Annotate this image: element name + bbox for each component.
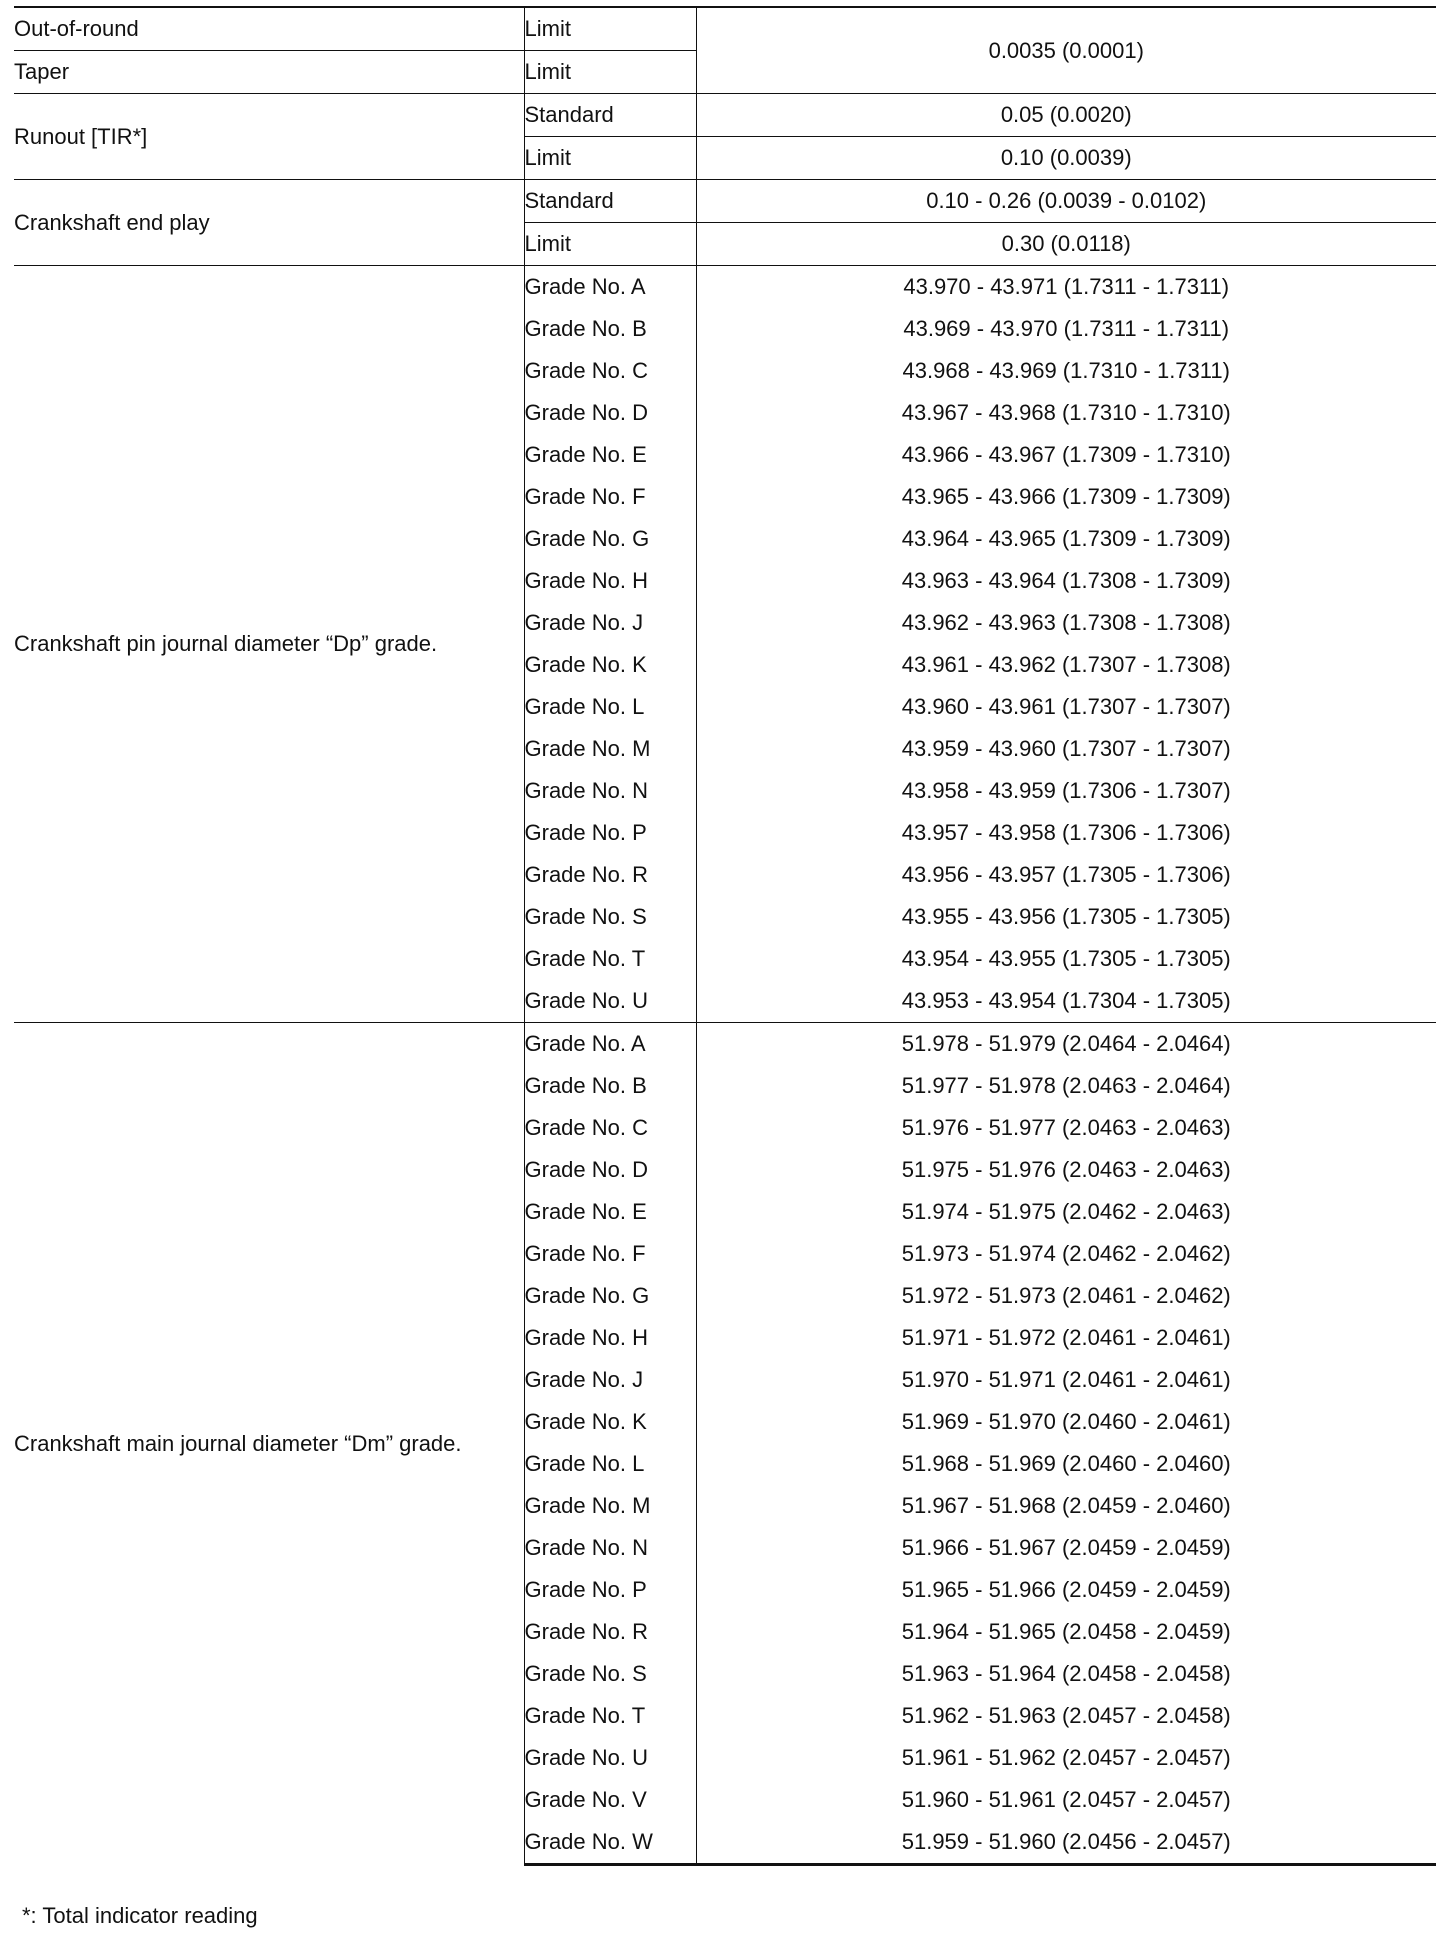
grade-label: Grade No. B <box>524 1065 696 1107</box>
grade-label: Grade No. U <box>524 1737 696 1779</box>
runout-standard-item: Standard <box>524 94 696 137</box>
grade-label: Grade No. C <box>524 1107 696 1149</box>
grade-label: Grade No. D <box>524 1149 696 1191</box>
grade-label: Grade No. V <box>524 1779 696 1821</box>
grade-label: Grade No. G <box>524 1275 696 1317</box>
grade-label: Grade No. T <box>524 938 696 980</box>
grade-value: 51.968 - 51.969 (2.0460 - 2.0460) <box>696 1443 1436 1485</box>
grade-label: Grade No. W <box>524 1821 696 1865</box>
grade-value: 51.975 - 51.976 (2.0463 - 2.0463) <box>696 1149 1436 1191</box>
grade-label: Grade No. E <box>524 434 696 476</box>
grade-value: 51.963 - 51.964 (2.0458 - 2.0458) <box>696 1653 1436 1695</box>
runout-standard-value: 0.05 (0.0020) <box>696 94 1436 137</box>
grade-value: 43.955 - 43.956 (1.7305 - 1.7305) <box>696 896 1436 938</box>
end-play-standard-value: 0.10 - 0.26 (0.0039 - 0.0102) <box>696 180 1436 223</box>
grade-value: 51.969 - 51.970 (2.0460 - 2.0461) <box>696 1401 1436 1443</box>
taper-label: Taper <box>14 59 70 84</box>
grade-label: Grade No. E <box>524 1191 696 1233</box>
grade-label: Grade No. L <box>524 1443 696 1485</box>
grade-value: 51.961 - 51.962 (2.0457 - 2.0457) <box>696 1737 1436 1779</box>
row-out-of-round <box>14 7 1436 51</box>
end-play-limit-value: 0.30 (0.0118) <box>696 223 1436 266</box>
grade-label: Grade No. N <box>524 1527 696 1569</box>
grade-value: 43.959 - 43.960 (1.7307 - 1.7307) <box>696 728 1436 770</box>
grade-label: Grade No. R <box>524 1611 696 1653</box>
grade-label: Grade No. N <box>524 770 696 812</box>
grade-label: Grade No. A <box>524 266 696 309</box>
grade-label: Grade No. H <box>524 1317 696 1359</box>
grade-value: 51.971 - 51.972 (2.0461 - 2.0461) <box>696 1317 1436 1359</box>
grade-label: Grade No. S <box>524 1653 696 1695</box>
grade-label: Grade No. R <box>524 854 696 896</box>
grade-value: 51.967 - 51.968 (2.0459 - 2.0460) <box>696 1485 1436 1527</box>
grade-value: 43.964 - 43.965 (1.7309 - 1.7309) <box>696 518 1436 560</box>
grade-value: 51.959 - 51.960 (2.0456 - 2.0457) <box>696 1821 1436 1865</box>
grade-label: Grade No. A <box>524 1023 696 1066</box>
grade-value: 51.966 - 51.967 (2.0459 - 2.0459) <box>696 1527 1436 1569</box>
grade-value: 43.966 - 43.967 (1.7309 - 1.7310) <box>696 434 1436 476</box>
grade-label: Grade No. U <box>524 980 696 1023</box>
grade-label: Grade No. K <box>524 644 696 686</box>
grade-value: 51.960 - 51.961 (2.0457 - 2.0457) <box>696 1779 1436 1821</box>
grade-label: Grade No. T <box>524 1695 696 1737</box>
grade-label: Grade No. J <box>524 602 696 644</box>
grade-value: 43.962 - 43.963 (1.7308 - 1.7308) <box>696 602 1436 644</box>
runout-limit-value: 0.10 (0.0039) <box>696 137 1436 180</box>
end-play-label: Crankshaft end play <box>14 180 524 266</box>
pin-journal-label: Crankshaft pin journal diameter “Dp” grade. <box>14 266 524 1023</box>
grade-label: Grade No. M <box>524 1485 696 1527</box>
grade-value: 43.967 - 43.968 (1.7310 - 1.7310) <box>696 392 1436 434</box>
runout-label: Runout [TIR*] <box>14 94 524 180</box>
main-journal-label: Crankshaft main journal diameter “Dm” grade. <box>14 1023 524 1865</box>
grade-label: Grade No. P <box>524 812 696 854</box>
grade-value: 51.977 - 51.978 (2.0463 - 2.0464) <box>696 1065 1436 1107</box>
spec-table-body <box>14 7 1436 1865</box>
grade-label: Grade No. F <box>524 476 696 518</box>
crankshaft-spec-table <box>14 6 1436 1866</box>
grade-label: Grade No. F <box>524 1233 696 1275</box>
grade-value: 43.957 - 43.958 (1.7306 - 1.7306) <box>696 812 1436 854</box>
grade-label: Grade No. S <box>524 896 696 938</box>
grade-value: 43.963 - 43.964 (1.7308 - 1.7309) <box>696 560 1436 602</box>
grade-value: 43.960 - 43.961 (1.7307 - 1.7307) <box>696 686 1436 728</box>
taper-item: Limit <box>524 51 696 94</box>
table-row <box>14 1023 1436 1066</box>
end-play-standard-item: Standard <box>524 180 696 223</box>
grade-value: 51.964 - 51.965 (2.0458 - 2.0459) <box>696 1611 1436 1653</box>
grade-value: 43.956 - 43.957 (1.7305 - 1.7306) <box>696 854 1436 896</box>
footnote: *: Total indicator reading <box>22 1903 258 1928</box>
end-play-limit-item: Limit <box>524 223 696 266</box>
grade-value: 51.972 - 51.973 (2.0461 - 2.0462) <box>696 1275 1436 1317</box>
grade-value: 51.974 - 51.975 (2.0462 - 2.0463) <box>696 1191 1436 1233</box>
grade-label: Grade No. G <box>524 518 696 560</box>
row-end-play-standard <box>14 180 1436 223</box>
grade-value: 43.954 - 43.955 (1.7305 - 1.7305) <box>696 938 1436 980</box>
grade-value: 43.958 - 43.959 (1.7306 - 1.7307) <box>696 770 1436 812</box>
grade-label: Grade No. D <box>524 392 696 434</box>
grade-label: Grade No. C <box>524 350 696 392</box>
grade-value: 43.969 - 43.970 (1.7311 - 1.7311) <box>696 308 1436 350</box>
grade-value: 51.970 - 51.971 (2.0461 - 2.0461) <box>696 1359 1436 1401</box>
grade-value: 43.968 - 43.969 (1.7310 - 1.7311) <box>696 350 1436 392</box>
out-of-round-label: Out-of-round <box>14 7 524 51</box>
grade-value: 43.970 - 43.971 (1.7311 - 1.7311) <box>696 266 1436 309</box>
grade-value: 43.953 - 43.954 (1.7304 - 1.7305) <box>696 980 1436 1023</box>
grade-value: 51.973 - 51.974 (2.0462 - 2.0462) <box>696 1233 1436 1275</box>
grade-value: 43.961 - 43.962 (1.7307 - 1.7308) <box>696 644 1436 686</box>
grade-label: Grade No. M <box>524 728 696 770</box>
grade-value: 43.965 - 43.966 (1.7309 - 1.7309) <box>696 476 1436 518</box>
runout-limit-item: Limit <box>524 137 696 180</box>
row-runout-standard <box>14 94 1436 137</box>
grade-value: 51.962 - 51.963 (2.0457 - 2.0458) <box>696 1695 1436 1737</box>
grade-value: 51.978 - 51.979 (2.0464 - 2.0464) <box>696 1023 1436 1066</box>
out-of-round-taper-value: 0.0035 (0.0001) <box>696 7 1436 94</box>
grade-value: 51.976 - 51.977 (2.0463 - 2.0463) <box>696 1107 1436 1149</box>
grade-label: Grade No. L <box>524 686 696 728</box>
grade-label: Grade No. B <box>524 308 696 350</box>
grade-label: Grade No. K <box>524 1401 696 1443</box>
grade-label: Grade No. P <box>524 1569 696 1611</box>
out-of-round-item: Limit <box>524 7 696 51</box>
grade-label: Grade No. H <box>524 560 696 602</box>
table-row <box>14 266 1436 309</box>
grade-label: Grade No. J <box>524 1359 696 1401</box>
grade-value: 51.965 - 51.966 (2.0459 - 2.0459) <box>696 1569 1436 1611</box>
